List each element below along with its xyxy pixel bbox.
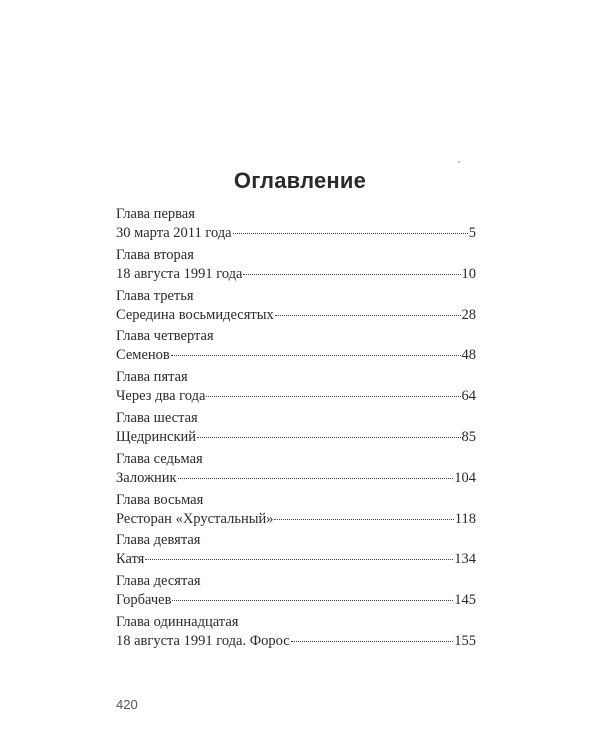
chapter-page: 155 [454,632,476,649]
dot-leader [291,641,454,642]
chapter-line [116,550,476,569]
toc-entry [116,491,476,532]
dot-leader [172,600,453,601]
chapter-title: Середина восьмидесятых [116,306,274,323]
chapter-heading: Глава седьмая [116,450,203,467]
chapter-title: 18 августа 1991 года. Форос [116,632,290,649]
page-title: Оглавление [233,168,367,193]
toc-entry [116,287,476,328]
chapter-title: Щедринский [116,428,197,445]
chapter-page: 145 [454,592,476,609]
chapter-line [116,469,476,488]
chapter-title: Горбачев [116,592,172,609]
dot-leader [243,274,460,275]
chapter-line [116,346,476,365]
chapter-page: 85 [461,428,476,445]
chapter-line [116,510,476,529]
chapter-heading: Глава пятая [116,369,188,386]
chapter-line [116,387,476,406]
chapter-page: 5 [468,225,476,241]
chapter-line [116,591,476,610]
dot-leader [145,559,453,560]
paper-speck [458,161,460,163]
chapter-line [116,224,476,243]
dot-leader [206,396,460,397]
chapter-heading: Глава девятая [116,532,201,549]
toc-entry [116,205,476,246]
table-of-contents [116,205,476,654]
chapter-title: 18 августа 1991 года [116,265,243,282]
toc-entry [116,327,476,368]
chapter-heading: Глава третья [116,287,194,304]
chapter-heading: Глава шестая [116,409,198,426]
chapter-line [116,632,476,651]
toc-entry [116,246,476,287]
dot-leader [274,519,453,520]
chapter-line [116,428,476,447]
chapter-page: 64 [461,388,476,405]
dot-leader [171,355,461,356]
dot-leader [178,478,454,479]
chapter-heading: Глава четвертая [116,328,214,345]
chapter-title: Через два года [116,388,206,405]
dot-leader [275,315,461,316]
chapter-heading: Глава одиннадцатая [116,613,239,630]
toc-entry [116,409,476,450]
chapter-page: 48 [461,347,476,364]
chapter-page: 104 [454,469,476,486]
chapter-page: 134 [454,551,476,568]
chapter-heading: Глава вторая [116,246,194,263]
chapter-line [116,265,476,284]
chapter-line [116,306,476,325]
toc-entry [116,368,476,409]
chapter-title: Заложник [116,469,177,486]
chapter-title: Катя [116,551,145,568]
chapter-title: Семенов [116,347,170,364]
chapter-heading: Глава восьмая [116,491,204,508]
chapter-page: 10 [461,265,476,282]
chapter-heading: Глава десятая [116,573,201,590]
dot-leader [197,437,460,438]
chapter-title: Ресторан «Хрустальный» [116,510,274,527]
toc-entry [116,450,476,491]
toc-entry [116,531,476,572]
toc-entry [116,613,476,654]
chapter-page: 118 [454,510,476,527]
dot-leader [233,233,468,234]
page-number: 420 [116,697,138,712]
chapter-heading: Глава первая [116,206,195,222]
toc-entry [116,572,476,613]
chapter-title: 30 марта 2011 года [116,225,232,241]
chapter-page: 28 [461,306,476,323]
